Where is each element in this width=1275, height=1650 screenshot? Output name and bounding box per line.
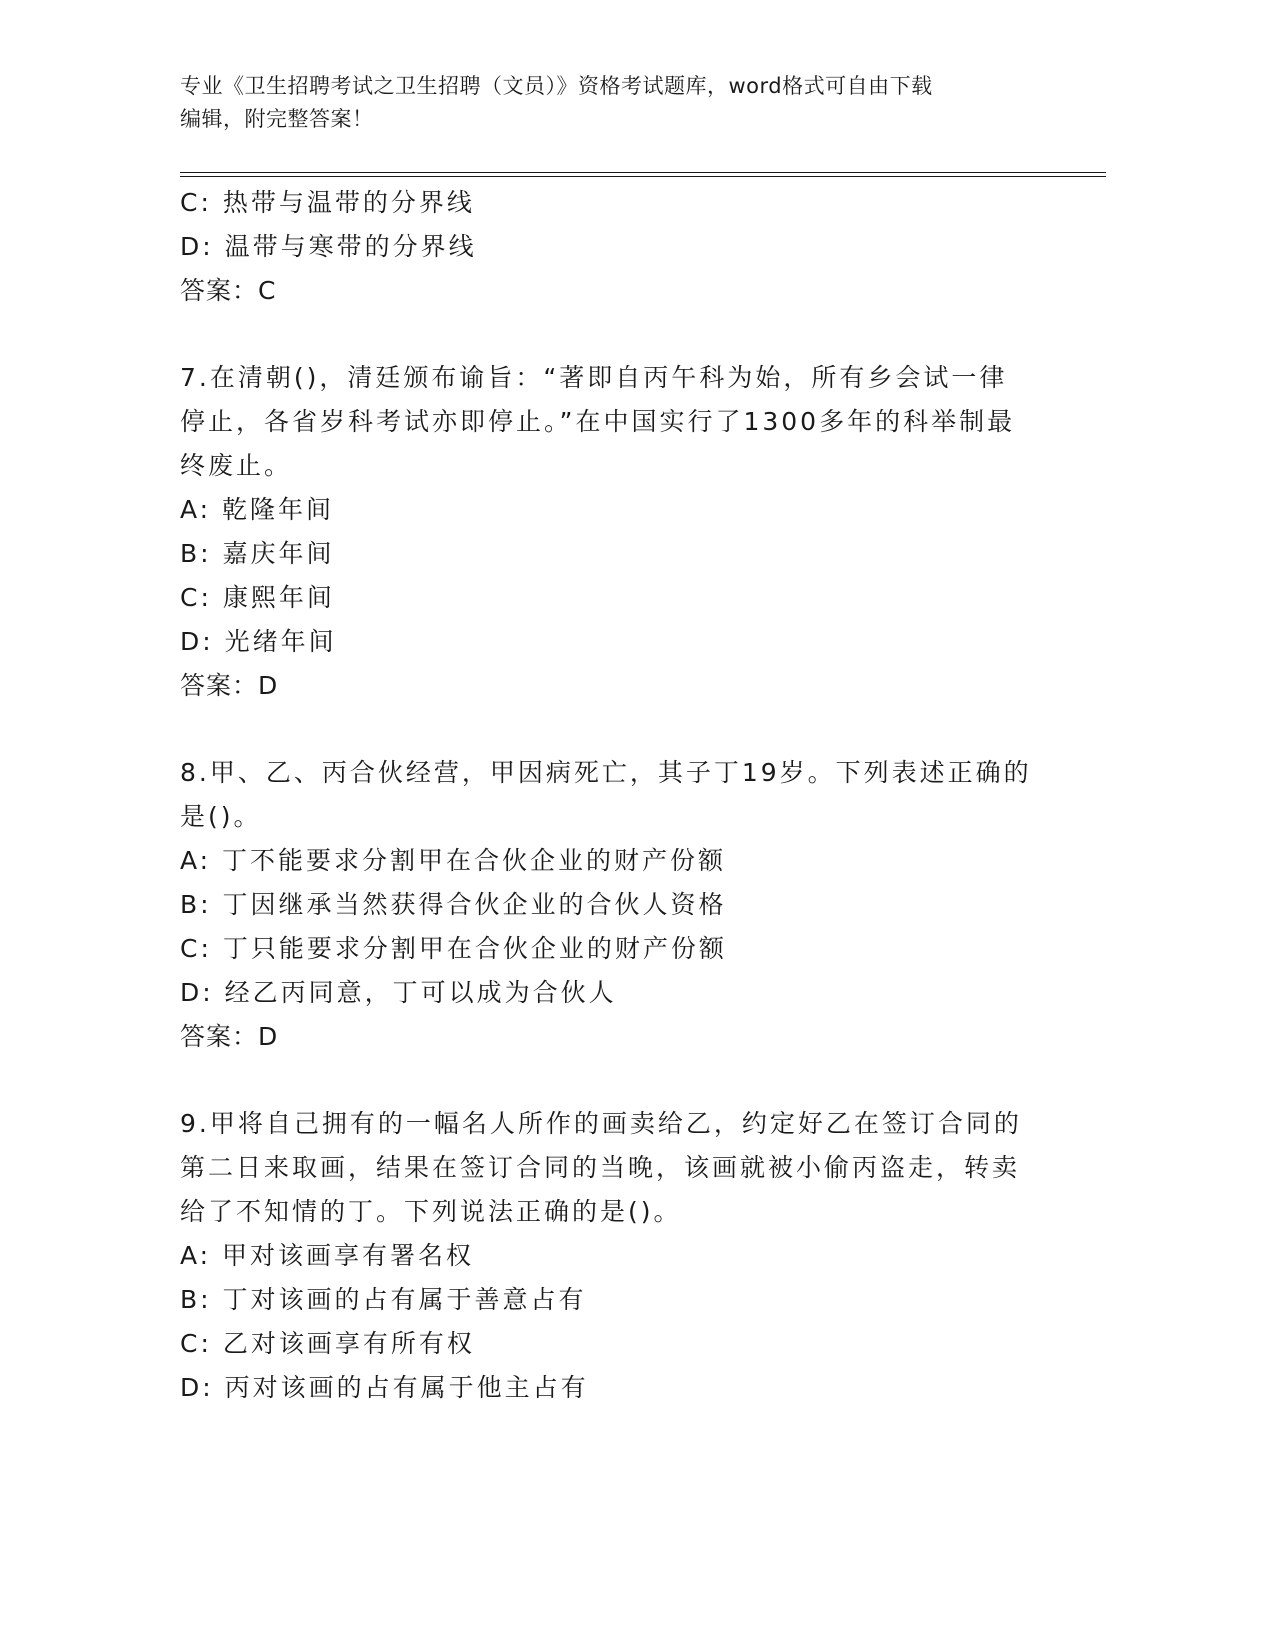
option-a: A: 乾隆年间 xyxy=(180,495,335,524)
question-9 xyxy=(180,1102,1050,1410)
document-header xyxy=(180,70,1040,136)
question-stem-line: 8.甲、乙、丙合伙经营，甲因病死亡，其子丁19岁。下列表述正确的 xyxy=(180,758,1032,787)
question-stem-line: 给了不知情的丁。下列说法正确的是()。 xyxy=(180,1197,682,1226)
header-line-2: 编辑，附完整答案！ xyxy=(180,107,374,131)
answer-line: 答案：D xyxy=(180,1022,279,1051)
question-stem-line: 终废止。 xyxy=(180,451,293,480)
question-gap xyxy=(180,313,1050,356)
header-divider-bottom xyxy=(180,176,1106,177)
answer-line: 答案：D xyxy=(180,671,279,700)
question-stem-line: 停止，各省岁科考试亦即停止。”在中国实行了1300多年的科举制最 xyxy=(180,407,1016,436)
option-c: C: 丁只能要求分割甲在合伙企业的财产份额 xyxy=(180,934,727,963)
question-stem-line: 9.甲将自己拥有的一幅名人所作的画卖给乙，约定好乙在签订合同的 xyxy=(180,1109,1022,1138)
option-d: D: 光绪年间 xyxy=(180,627,337,656)
option-d: D: 经乙丙同意，丁可以成为合伙人 xyxy=(180,978,617,1007)
question-stem-line: 7.在清朝()，清廷颁布谕旨：“著即自丙午科为始，所有乡会试一律 xyxy=(180,363,1008,392)
option-c: C: 热带与温带的分界线 xyxy=(180,188,475,217)
option-b: B: 丁因继承当然获得合伙企业的合伙人资格 xyxy=(180,890,727,919)
option-b: B: 丁对该画的占有属于善意占有 xyxy=(180,1285,587,1314)
option-c: C: 康熙年间 xyxy=(180,583,335,612)
question-7 xyxy=(180,356,1050,708)
option-b: B: 嘉庆年间 xyxy=(180,539,335,568)
option-d: D: 丙对该画的占有属于他主占有 xyxy=(180,1373,589,1402)
question-gap xyxy=(180,1059,1050,1102)
answer-line: 答案：C xyxy=(180,276,277,305)
option-a: A: 甲对该画享有署名权 xyxy=(180,1241,475,1270)
question-stem-line: 是()。 xyxy=(180,802,262,831)
option-a: A: 丁不能要求分割甲在合伙企业的财产份额 xyxy=(180,846,727,875)
option-c: C: 乙对该画享有所有权 xyxy=(180,1329,475,1358)
header-line-1: 专业《卫生招聘考试之卫生招聘（文员）》资格考试题库，word格式可自由下载 xyxy=(180,74,933,98)
question-8 xyxy=(180,751,1050,1059)
question-gap xyxy=(180,708,1050,751)
question-stem-line: 第二日来取画，结果在签订合同的当晚，该画就被小偷丙盗走，转卖 xyxy=(180,1153,1021,1182)
option-d: D: 温带与寒带的分界线 xyxy=(180,232,477,261)
question-list xyxy=(180,181,1050,1410)
question-6-tail xyxy=(180,181,1050,313)
header-divider-top xyxy=(180,172,1106,173)
